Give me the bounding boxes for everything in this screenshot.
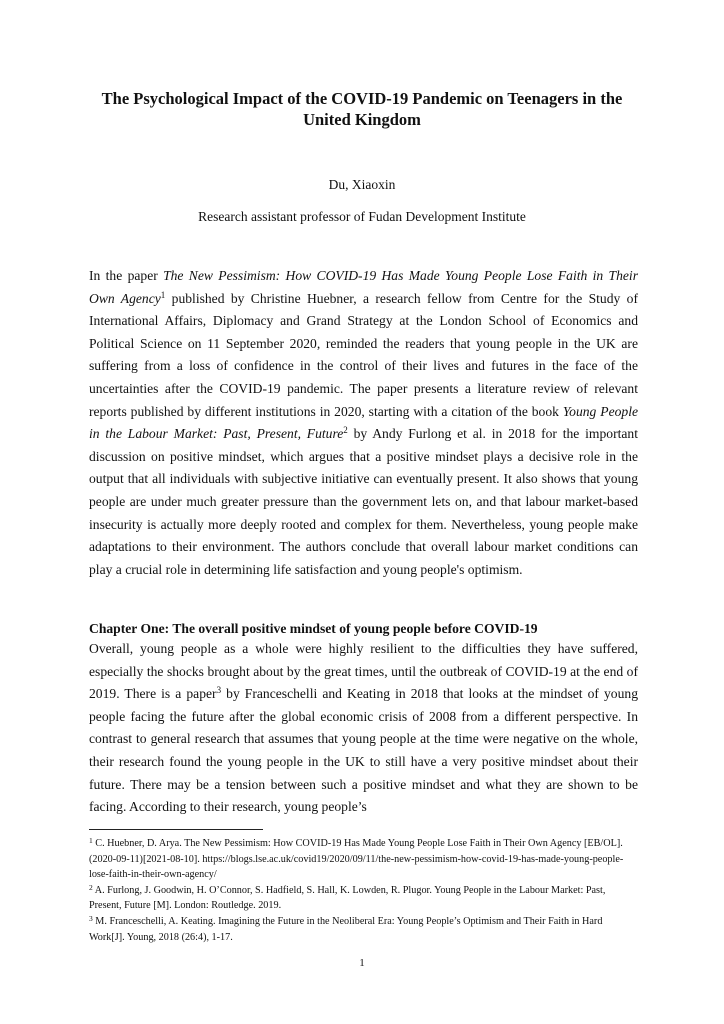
intro-text-3: by Andy Furlong et al. in 2018 for the important discussion on positive mindset, which argues that a positive mindset plays a decisive role in the output that all individuals with subjective initiative can eventually present. It also shows that young people are under much greater pressure than the government lets on, and that labour market-based insecurity is actually more deeply rooted and complex for them. Nevertheless, young people make adaptations to their environment. The authors conclude that overall labour market conditions can play a crucial role in determining life satisfaction and young people's optimism. bbox=[89, 426, 638, 577]
chapter-text-2: by Franceschelli and Keating in 2018 that looks at the mindset of young people facing the future after the global economic crisis of 2008 from a different perspective. In contrast to general research that assumes that young people at the time were negative on the whole, their research found the young people in the UK to still have a very positive mindset about their future. There may be a tension between such a positive mindset and what they are shown to be facing. According to their research, young people’s bbox=[89, 686, 638, 815]
footnote-divider bbox=[89, 829, 263, 830]
footnote-text: A. Furlong, J. Goodwin, H. O’Connor, S. Hadfield, S. Hall, K. Lowden, R. Plugor. Young People in the Labour Market: Past, Present, Future [M]. London: Routledge. 2019. bbox=[89, 884, 606, 912]
author-affiliation: Research assistant professor of Fudan Development Institute bbox=[198, 209, 526, 224]
chapter-text-1: Overall, young people as a whole were highly resilient to the difficulties they have suffered, especially the shocks brought about by the great times, until the outbreak of COVID-19 at the end of 2019. There is a paper bbox=[89, 641, 638, 702]
footnote-3 bbox=[89, 914, 638, 945]
footnote-text: M. Franceschelli, A. Keating. Imagining the Future in the Neoliberal Era: Young People’s Optimism and Their Faith in Hard Work[J]. Young, 2018 (26:4), 1-17. bbox=[89, 915, 603, 943]
page-title: The Psychological Impact of the COVID-19 Pandemic on Teenagers in the United Kingdom bbox=[101, 89, 623, 129]
footnote-ref-3: 3 bbox=[216, 685, 222, 696]
page-number: 1 bbox=[359, 957, 365, 969]
chapter-heading: Chapter One: The overall positive mindset of young people before COVID-19 bbox=[89, 621, 538, 636]
intro-text-2: published by Christine Huebner, a research fellow from Centre for the Study of International Affairs, Diplomacy and Grand Strategy at the London School of Economics and Political Science on 11 September 2020, reminded the readers that young people in the UK are suffering from a loss of confidence in the control of their lives and futures in the face of the uncertainties after the COVID-19 pandemic. The paper presents a literature review of relevant reports published by different institutions in 2020, starting with a citation of the book bbox=[89, 290, 638, 419]
footnote-ref-1: 1 bbox=[160, 289, 166, 300]
footnote-text: C. Huebner, D. Arya. The New Pessimism: How COVID-19 Has Made Young People Lose Faith in Their Own Agency [EB/OL]. (2020-09-11)[2021-08-10]. https://blogs.lse.ac.uk/covid19/2020/09/11/the-new-pessimism-how-covid-19-has-made-young-people-lose-faith-in-their-own-agency/ bbox=[89, 838, 624, 881]
chapter-paragraph bbox=[89, 638, 638, 819]
intro-paragraph bbox=[89, 265, 638, 581]
footnote-2 bbox=[89, 883, 638, 914]
footnote-number: 3 bbox=[89, 913, 93, 923]
author-name: Du, Xiaoxin bbox=[328, 177, 396, 192]
paper-title-italic: The New Pessimism: How COVID-19 Has Made Young People Lose Faith in Their Own Agency bbox=[89, 268, 638, 306]
footnotes bbox=[89, 836, 638, 945]
footnote-number: 1 bbox=[89, 836, 93, 845]
footnote-number: 2 bbox=[89, 882, 93, 892]
book-title-italic: Young People in the Labour Market: Past, Present, Future bbox=[89, 403, 639, 442]
footnote-1 bbox=[89, 836, 638, 883]
intro-text-1: In the paper bbox=[89, 268, 164, 283]
footnote-ref-2: 2 bbox=[343, 425, 348, 436]
